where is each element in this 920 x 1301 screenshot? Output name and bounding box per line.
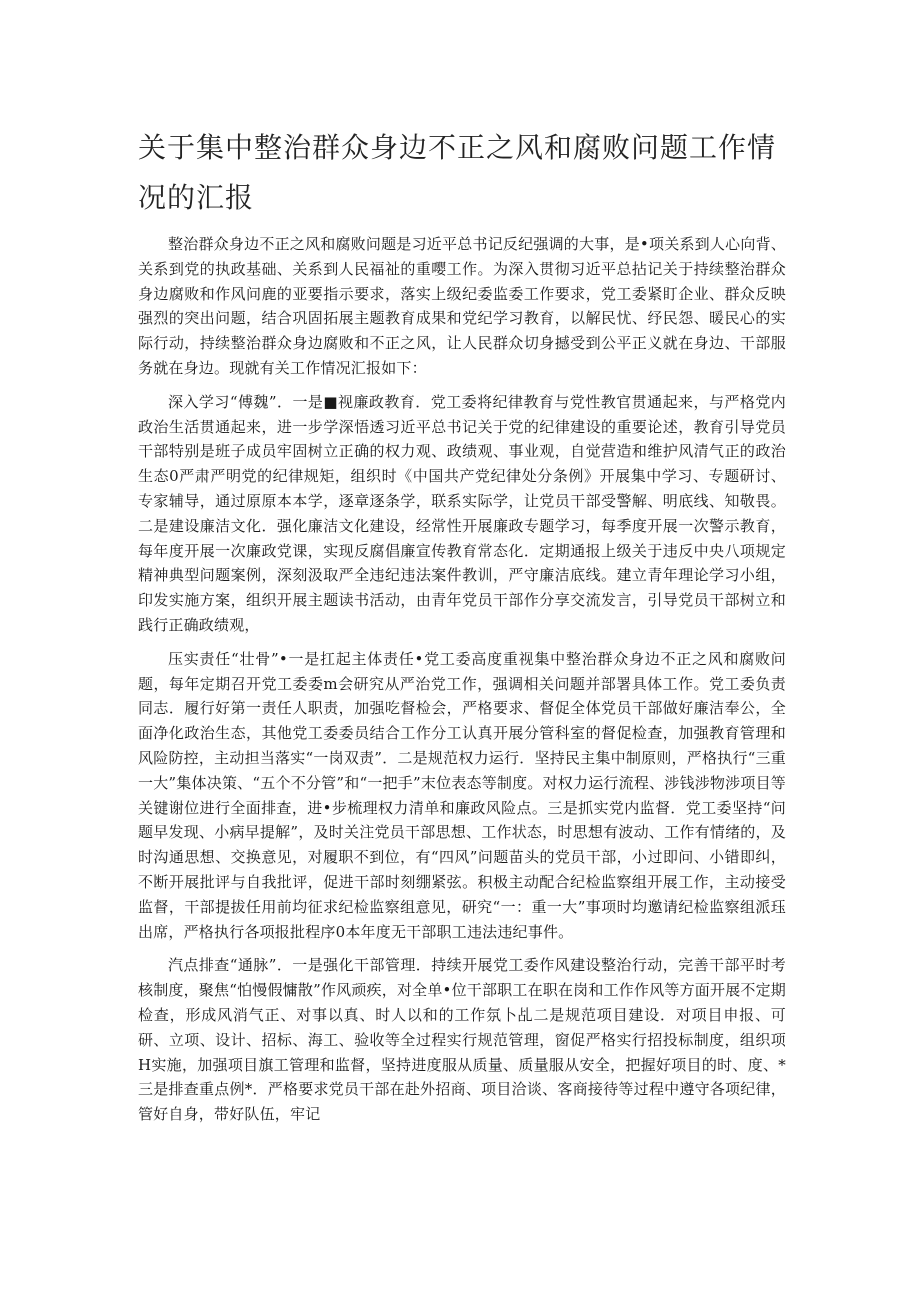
paragraph-inspection: 汽点排查“通脉”．一是强化干部管理．持续开展党工委作风建设整治行动，完善干部平时考核制度，聚焦“怕慢假慵散”作风顽疾，对全单•位干部职工在职在岗和工作作风等方面开展不定期检查，形成风消气正、对事以真、时人以和的工作氛卜乩二是规范项目建设．对项目申报、可研、立项、设计、招标、海工、验收等全过程实行规范管理，窗促严格实行招投标制度，组织项H实施，加强项目旗工管理和监督，坚持进度服从质量、质量服从安全，把握好项目的时、度、*三是排查重点例*．严格要求党员干部在赴外招商、项目洽谈、客商接待等过程中遵守各项纪律，管好自身，带好队伍，牢记 bbox=[138, 956, 786, 1124]
document-body bbox=[138, 232, 786, 1136]
paragraph-study: 深入学习“傅魏”．一是■视廉政教育．党工委将纪律教育与党性教官贯通起来，与严格党内政治生活贯通起来，进一步学深悟透习近平总书记关于党的纪律建设的重要论述，教育引导党员干部特别是班子成员牢固树立正确的权力观、政绩观、事业观，自觉营造和维护风清气正的政治生态0严肃严明党的纪律规矩，组织时《中国共产党纪律处分条例》开展集中学习、专题研讨、专家辅导，通过原原本本学，逐章逐条学，联系实际学，让党员干部受警解、明底线、知敬畏。二是建设廉洁文化．强化廉洁文化建设，经常性开展廉政专题学习，每季度开展一次警示教育，每年度开展一次廉政党课，实现反腐倡廉宣传教育常态化．定期通报上级关于违反中央八项规定精神典型问题案例，深刻汲取严全违纪违法案件教训，严守廉洁底线。建立青年理论学习小组，印发实施方案，组织开展主题读书活动，由青年党员干部作分享交流发言，引导党员干部树立和践行正确政绩观， bbox=[138, 392, 786, 634]
paragraph-intro: 整治群众身边不正之风和腐败问题是习近平总书记反纪强调的大事，是•项关系到人心向背、关系到党的执政基础、关系到人民福祉的重嘤工作。为深入贯彻习近平总拈记关于持续整治群众身边腐败和作风问鹿的亚要指示要求，落实上级纪委监委工作要求，党工委紧盯企业、群众反映强烈的突出问题，结合巩固拓展主题教育成果和党纪学习教育，以解民忧、纾民怨、暖民心的实际行动，持续整治群众身边腐败和不正之风，让人民群众切身撼受到公平正义就在身边、干部服务就在身边。现就有关工作情况汇报如下： bbox=[138, 235, 786, 377]
paragraph-responsibility: 压实责任“壮骨”•一是扛起主体责任•党工委高度重视集中整治群众身边不正之风和腐败问题，每年定期召开党工委委m会研究从严治党工作，强调相关问题并部署具体工作。党工委负责同志．履行好第一责任人职责，加强吃督检会，严格要求、督促全体党员干部做好廉洁奉公，全面净化政治生态，其他党工委委员结合工作分工认真开展分管科室的督促检查，加强教育管理和风险防控，主动担当落实“一岗双责”．二是规范权力运行．坚持民主集中制原则，严格执行“三重一大”集体决策、“五个不分管”和“一把手”末位表态等制度。对权力运行流程、涉钱涉物涉项目等关键谢位进行全面排查，进•步梳理权力清单和廉政风险点。三是抓实党内监督．党工委坚持“问题早发现、小病早提解”，及时关注党员干部思想、工作状态，时思想有波动、工作有情绪的，及时沟通思想、交换意见，对履职不到位，有“四风”问题苗头的党员干部，小过即问、小错即纠，不断开展批评与自我批评，促进干部时刻绷紧弦。积极主动配合纪检监察组开展工作，主动接受监督，干部提拔任用前均征求纪检监察组意见，研究“一：重一大”事项时均邀请纪检监察组派珏出席，严格执行各项报批程序0本年度无干部职工违法违纪事件。 bbox=[138, 649, 786, 941]
document-title: 关于集中整治群众身边不正之风和腐败问题工作情况的汇报 bbox=[138, 131, 777, 214]
